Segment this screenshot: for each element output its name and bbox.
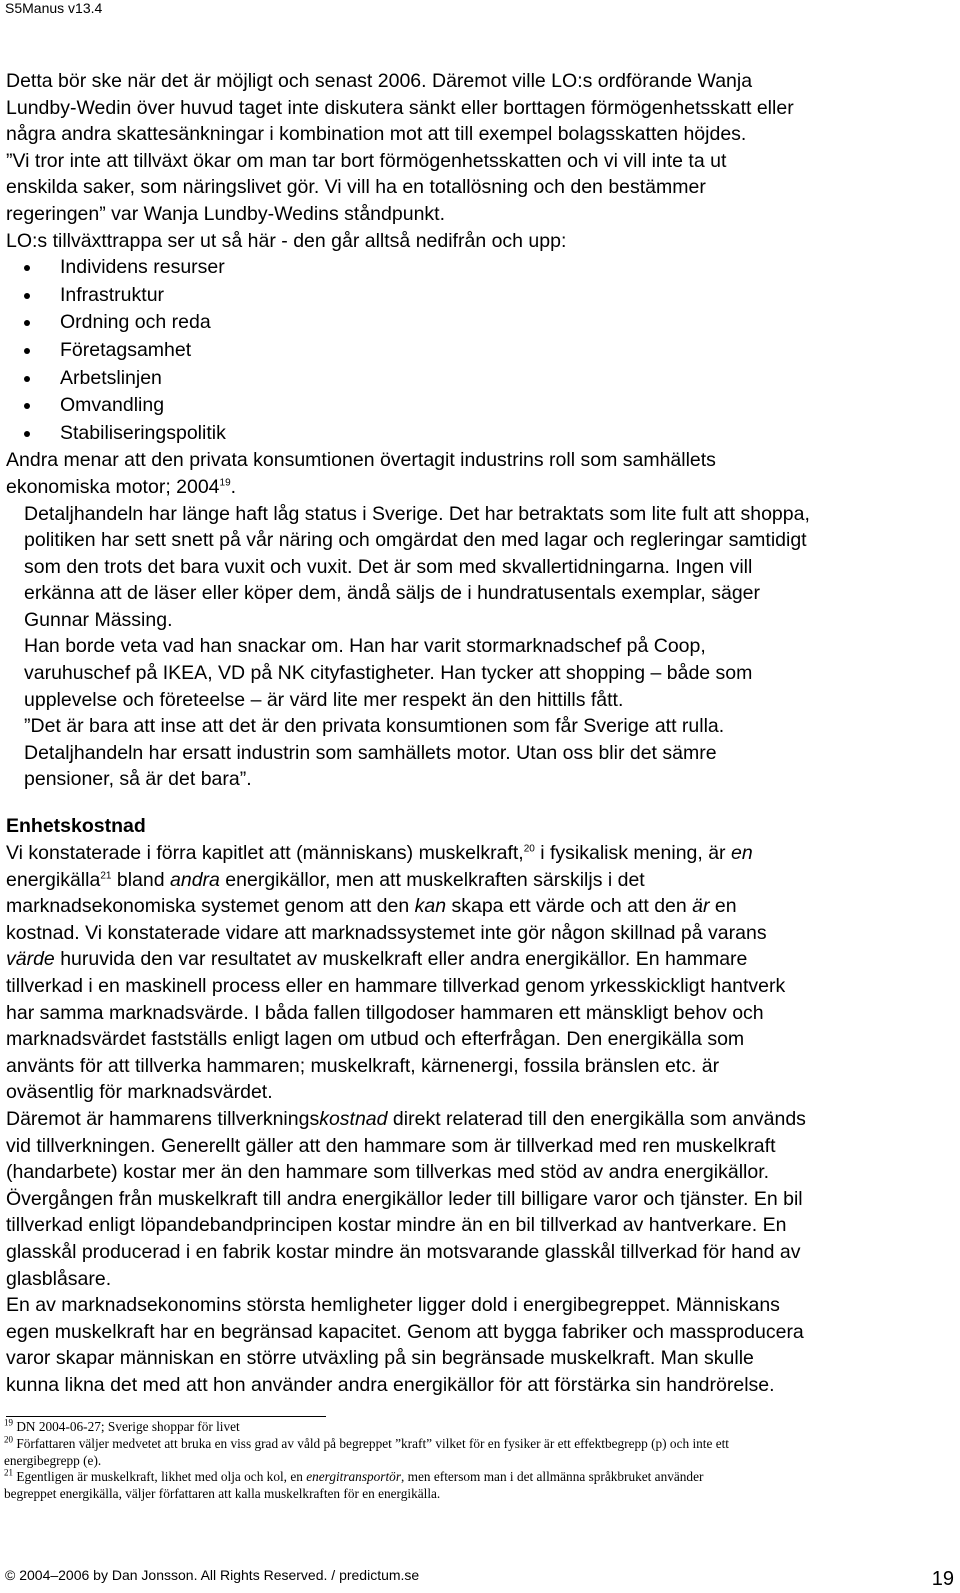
text-span: marknadsekonomiska systemet genom att den <box>6 895 415 918</box>
block-quote <box>6 501 956 794</box>
list-item: Infrastruktur <box>6 282 956 310</box>
text-line: varor skapar människan en större utväxling på sin begränsade muskelkraft. Man skulle <box>6 1347 754 1370</box>
footnote-divider <box>6 1416 326 1417</box>
text-span: Däremot är hammarens tillverknings <box>6 1107 320 1130</box>
text-line: marknadsvärdet fastställs enligt lagen om utbud och efterfrågan. Den energikälla som <box>6 1028 745 1051</box>
footnote-text: DN 2004-06-27; Sverige shoppar för livet <box>13 1419 240 1434</box>
emphasis: andra <box>170 868 220 891</box>
emphasis: är <box>692 895 710 918</box>
text-line: några andra skattesänkningar i kombination mot att till exempel bolagsskatten höjdes. <box>6 123 747 146</box>
list-item: Stabiliseringspolitik <box>6 420 956 448</box>
text-line: tillverkad enligt löpandebandprincipen kostar mindre än en bil tillverkad av hantverkare. En <box>6 1214 787 1237</box>
text-line: ”Vi tror inte att tillväxt ökar om man tar bort förmögenhetsskatten och vi vill inte ta ut <box>6 149 727 172</box>
text-span: huruvida den var resultatet av muskelkraft eller andra energikällor. En hammare <box>54 948 748 971</box>
text-span: skapa ett värde och att den <box>446 895 693 918</box>
text-line: Gunnar Mässing. <box>24 608 173 631</box>
text-line <box>6 946 956 973</box>
text-line: ”Det är bara att inse att det är den privata konsumtionen som får Sverige att rulla. <box>24 715 725 738</box>
footnote-number: 21 <box>4 1467 13 1478</box>
footnote-number: 19 <box>4 1417 13 1428</box>
text-line: erkänna att de läser eller köper dem, ändå säljs de i hundratusentals exemplar, säger <box>24 582 761 605</box>
text-line: upplevelse och företeelse – är värd lite mer respekt än den hittills fått. <box>24 688 624 711</box>
list-item: Omvandling <box>6 392 956 420</box>
text-line: enskilda saker, som näringslivet gör. Vi vill ha en totallösning och den bestämmer <box>6 176 706 199</box>
footnote-19 <box>4 1419 954 1436</box>
text-line <box>6 893 956 920</box>
text-line: Detta bör ske när det är möjligt och senast 2006. Däremot ville LO:s ordförande Wanja <box>6 70 753 92</box>
text-line: som den trots det bara vuxit och vuxit. Det är som med skvallertidningarna. Ingen vill <box>24 555 753 578</box>
section-body <box>6 840 956 1398</box>
text-line: kunna likna det med att hon använder andra energikällor för att förstärka sin handrörelse. <box>6 1373 775 1396</box>
text-span: . <box>230 475 237 498</box>
paragraph-intro <box>6 68 956 254</box>
text-line: (handarbete) kostar mer än den hammare som tillverkas med stöd av andra energikällor. <box>6 1161 770 1184</box>
footnote-20 <box>4 1436 954 1470</box>
text-line: varuhuschef på IKEA, VD på NK cityfastigheter. Han tycker att shopping – både som <box>24 662 753 685</box>
text-span: i fysikalisk mening, är <box>534 842 731 864</box>
text-line: glasblåsare. <box>6 1267 112 1290</box>
paragraph-unit-cost <box>6 840 956 1398</box>
growth-staircase-list <box>6 254 956 447</box>
list-item: Ordning och reda <box>6 309 956 337</box>
text-line: LO:s tillväxttrappa ser ut så här - den går alltså nedifrån och upp: <box>6 229 567 252</box>
text-line <box>6 840 956 867</box>
footnote-21 <box>4 1469 954 1503</box>
text-line: regeringen” var Wanja Lundby-Wedins ståndpunkt. <box>6 202 445 225</box>
document-header-label: S5Manus v13.4 <box>5 0 103 16</box>
text-line: har samma marknadsvärde. I båda fallen tillgodoser hammaren ett mänskligt behov och <box>6 1001 764 1024</box>
list-item: Arbetslinjen <box>6 365 956 393</box>
footnote-text: , men eftersom man i det allmänna språkbruket använder <box>401 1469 704 1485</box>
text-line: En av marknadsekonomins största hemligheter ligger dold i energibegreppet. Människans <box>6 1294 780 1317</box>
text-line <box>6 1106 956 1133</box>
text-line: oväsentlig för marknadsvärdet. <box>6 1081 273 1104</box>
text-line: använts för att tillverka hammaren; muskelkraft, kärnenergi, fossila bränslen etc. är <box>6 1054 720 1077</box>
text-line <box>6 474 956 501</box>
text-span: Vi konstaterade i förra kapitlet att (människans) muskelkraft, <box>6 842 524 864</box>
footnotes <box>4 1419 954 1503</box>
footnote-text: begreppet energikälla, väljer författaren att kalla muskelkraften för en energikälla. <box>4 1486 441 1502</box>
emphasis: kan <box>414 895 447 918</box>
text-line: Lundby-Wedin över huvud taget inte diskutera sänkt eller borttagen förmögenhetsskatt eller <box>6 96 794 119</box>
footer-copyright: © 2004–2006 by Dan Jonsson. All Rights Reserved. / predictum.se <box>5 1567 420 1583</box>
text-line: Han borde veta vad han snackar om. Han har varit stormarknadschef på Coop, <box>24 635 706 658</box>
text-line: glasskål producerad i en fabrik kostar mindre än motsvarande glasskål tillverkad för hand av <box>6 1240 801 1263</box>
list-item: Individens resurser <box>6 254 956 282</box>
text-line: Detaljhandeln har länge haft låg status i Sverige. Det har betraktats som lite fult att shoppa, <box>24 502 810 525</box>
section-heading: Enhetskostnad <box>6 815 146 837</box>
text-line: egen muskelkraft har en begränsad kapacitet. Genom att bygga fabriker och massproducera <box>6 1320 804 1343</box>
text-line: Detaljhandeln har ersatt industrin som samhällets motor. Utan oss blir det sämre <box>24 741 717 764</box>
footnote-ref-20: 20 <box>523 843 535 855</box>
text-line: tillverkad i en maskinell process eller en hammare tillverkad genom yrkesskickligt hantverk <box>6 974 786 997</box>
footnote-number: 20 <box>4 1434 13 1445</box>
emphasis: en <box>730 842 753 864</box>
text-line: kostnad. Vi konstaterade vidare att marknadssystemet inte gör någon skillnad på varans <box>6 921 767 944</box>
text-span: direkt relaterad till den energikälla som används <box>387 1107 806 1130</box>
emphasis: kostnad <box>319 1107 388 1130</box>
emphasis: energitransportör <box>306 1469 401 1485</box>
footnote-text: energibegrepp (e). <box>4 1452 102 1468</box>
page-number: 19 <box>931 1568 954 1590</box>
footnote-text: Författaren väljer medvetet att bruka en viss grad av våld på begreppet ”kraft” vilket för en fysiker är ett effektbegrepp (p) och inte ett <box>13 1435 730 1451</box>
text-line <box>6 867 956 894</box>
list-item: Företagsamhet <box>6 337 956 365</box>
footnote-text: Egentligen är muskelkraft, likhet med olja och kol, en <box>13 1469 307 1485</box>
text-span: energikällor, men att muskelkraften särskiljs i det <box>219 868 645 891</box>
text-span: ekonomiska motor; 2004 <box>6 475 220 498</box>
text-line: pensioner, så är det bara”. <box>24 768 252 791</box>
text-line: vid tillverkningen. Generellt gäller att den hammare som är tillverkad med ren muskelkraft <box>6 1134 776 1157</box>
text-span: energikälla <box>6 868 101 891</box>
text-line: Andra menar att den privata konsumtionen övertagit industrins roll som samhällets <box>6 449 716 472</box>
text-span: en <box>709 895 737 918</box>
text-span: bland <box>111 868 170 891</box>
footnote-ref-19: 19 <box>219 477 231 489</box>
emphasis: värde <box>6 948 55 971</box>
main-body <box>6 68 956 793</box>
footnote-ref-21: 21 <box>100 870 112 882</box>
text-line: Övergången från muskelkraft till andra energikällor leder till billigare varor och tjänster. En bil <box>6 1187 803 1210</box>
paragraph-consumption <box>6 447 956 500</box>
text-line: politiken har sett snett på vår näring och omgärdat den med lagar och regleringar samtidigt <box>24 529 807 552</box>
